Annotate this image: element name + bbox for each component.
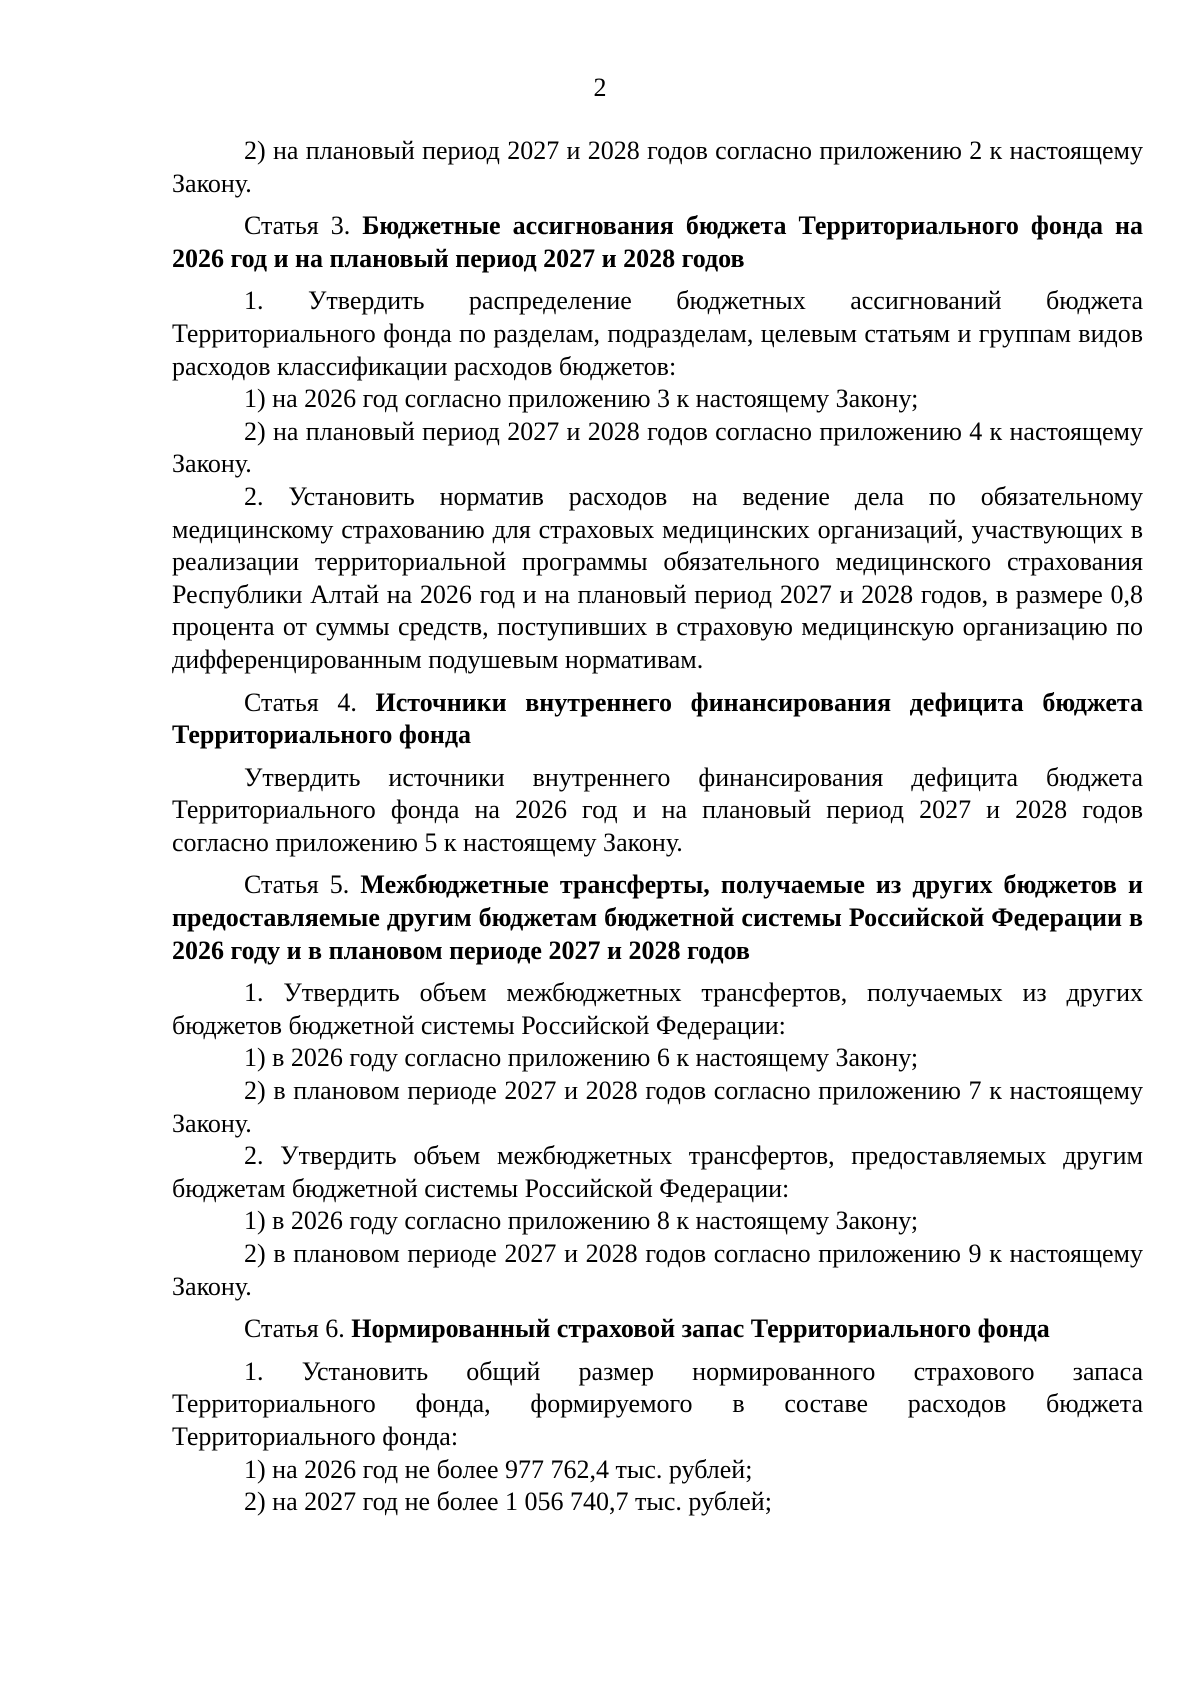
paragraph: 2. Установить норматив расходов на ведение дела по обязательному медицинскому страхованию для страховых медицинских организаций, участвующих в реализации территориальной программы обязательного медицинского страхования Республики Алтай на 2026 год и на плановый период 2027 и 2028 годов, в размере 0,8 процента от суммы средств, поступивших в страховую медицинскую организацию по дифференцированным подушевым нормативам. [172, 481, 1143, 674]
article-title: Нормированный страховой запас Территориального фонда [351, 1314, 1050, 1344]
paragraph: 2. Утвердить объем межбюджетных трансфертов, предоставляемых другим бюджетам бюджетной системы Российской Федерации: [172, 1141, 1143, 1203]
article-6-heading [172, 1313, 1143, 1346]
page-number: 2 [593, 73, 607, 102]
list-item: 2) в плановом периоде 2027 и 2028 годов согласно приложению 7 к настоящему Закону. [172, 1076, 1143, 1138]
list-item: 1) на 2026 год не более 977 762,4 тыс. рублей; [244, 1454, 753, 1484]
list-item: 2) на плановый период 2027 и 2028 годов согласно приложению 4 к настоящему Закону. [172, 416, 1143, 479]
article-label: Статья 3. [244, 211, 363, 241]
article-4-heading [172, 687, 1143, 752]
article-label: Статья 6. [244, 1314, 352, 1344]
paragraph: 1. Утвердить объем межбюджетных трансфертов, получаемых из других бюджетов бюджетной системы Российской Федерации: [172, 978, 1143, 1040]
article-label: Статья 4. [244, 687, 376, 717]
article-3-heading [172, 210, 1143, 275]
list-item: 2) на 2027 год не более 1 056 740,7 тыс. рублей; [244, 1487, 772, 1517]
article-5-heading [172, 869, 1143, 967]
paragraph: 1. Утвердить распределение бюджетных ассигнований бюджета Территориального фонда по разделам, подразделам, целевым статьям и группам видов расходов классификации расходов бюджетов: [172, 286, 1143, 381]
paragraph: 1. Установить общий размер нормированного страхового запаса Территориального фонда, формируемого в составе расходов бюджета Территориального фонда: [172, 1356, 1143, 1451]
article-title: Межбюджетные трансферты, получаемые из других бюджетов и предоставляемые другим бюджетам бюджетной системы Российской Федерации в 2026 году и в плановом периоде 2027 и 2028 годов [172, 870, 1144, 965]
article-title: Бюджетные ассигнования бюджета Территориального фонда на 2026 год и на плановый период 2027 и 2028 годов [172, 211, 1143, 273]
item-2-plan-period: 2) на плановый период 2027 и 2028 годов согласно приложению 2 к настоящему Закону. [172, 136, 1143, 198]
list-item: 1) в 2026 году согласно приложению 6 к настоящему Закону; [244, 1043, 919, 1073]
document-body [172, 135, 1143, 1519]
list-item: 2) в плановом периоде 2027 и 2028 годов согласно приложению 9 к настоящему Закону. [172, 1239, 1143, 1301]
article-title: Источники внутреннего финансирования дефицита бюджета Территориального фонда [172, 687, 1143, 750]
list-item: 1) в 2026 году согласно приложению 8 к настоящему Закону; [244, 1206, 919, 1236]
article-label: Статья 5. [244, 870, 361, 900]
list-item: 1) на 2026 год согласно приложению 3 к настоящему Закону; [244, 384, 919, 414]
paragraph: Утвердить источники внутреннего финансирования дефицита бюджета Территориального фонда на 2026 год и на плановый период 2027 и 2028 годов согласно приложению 5 к настоящему Закону. [172, 762, 1143, 857]
